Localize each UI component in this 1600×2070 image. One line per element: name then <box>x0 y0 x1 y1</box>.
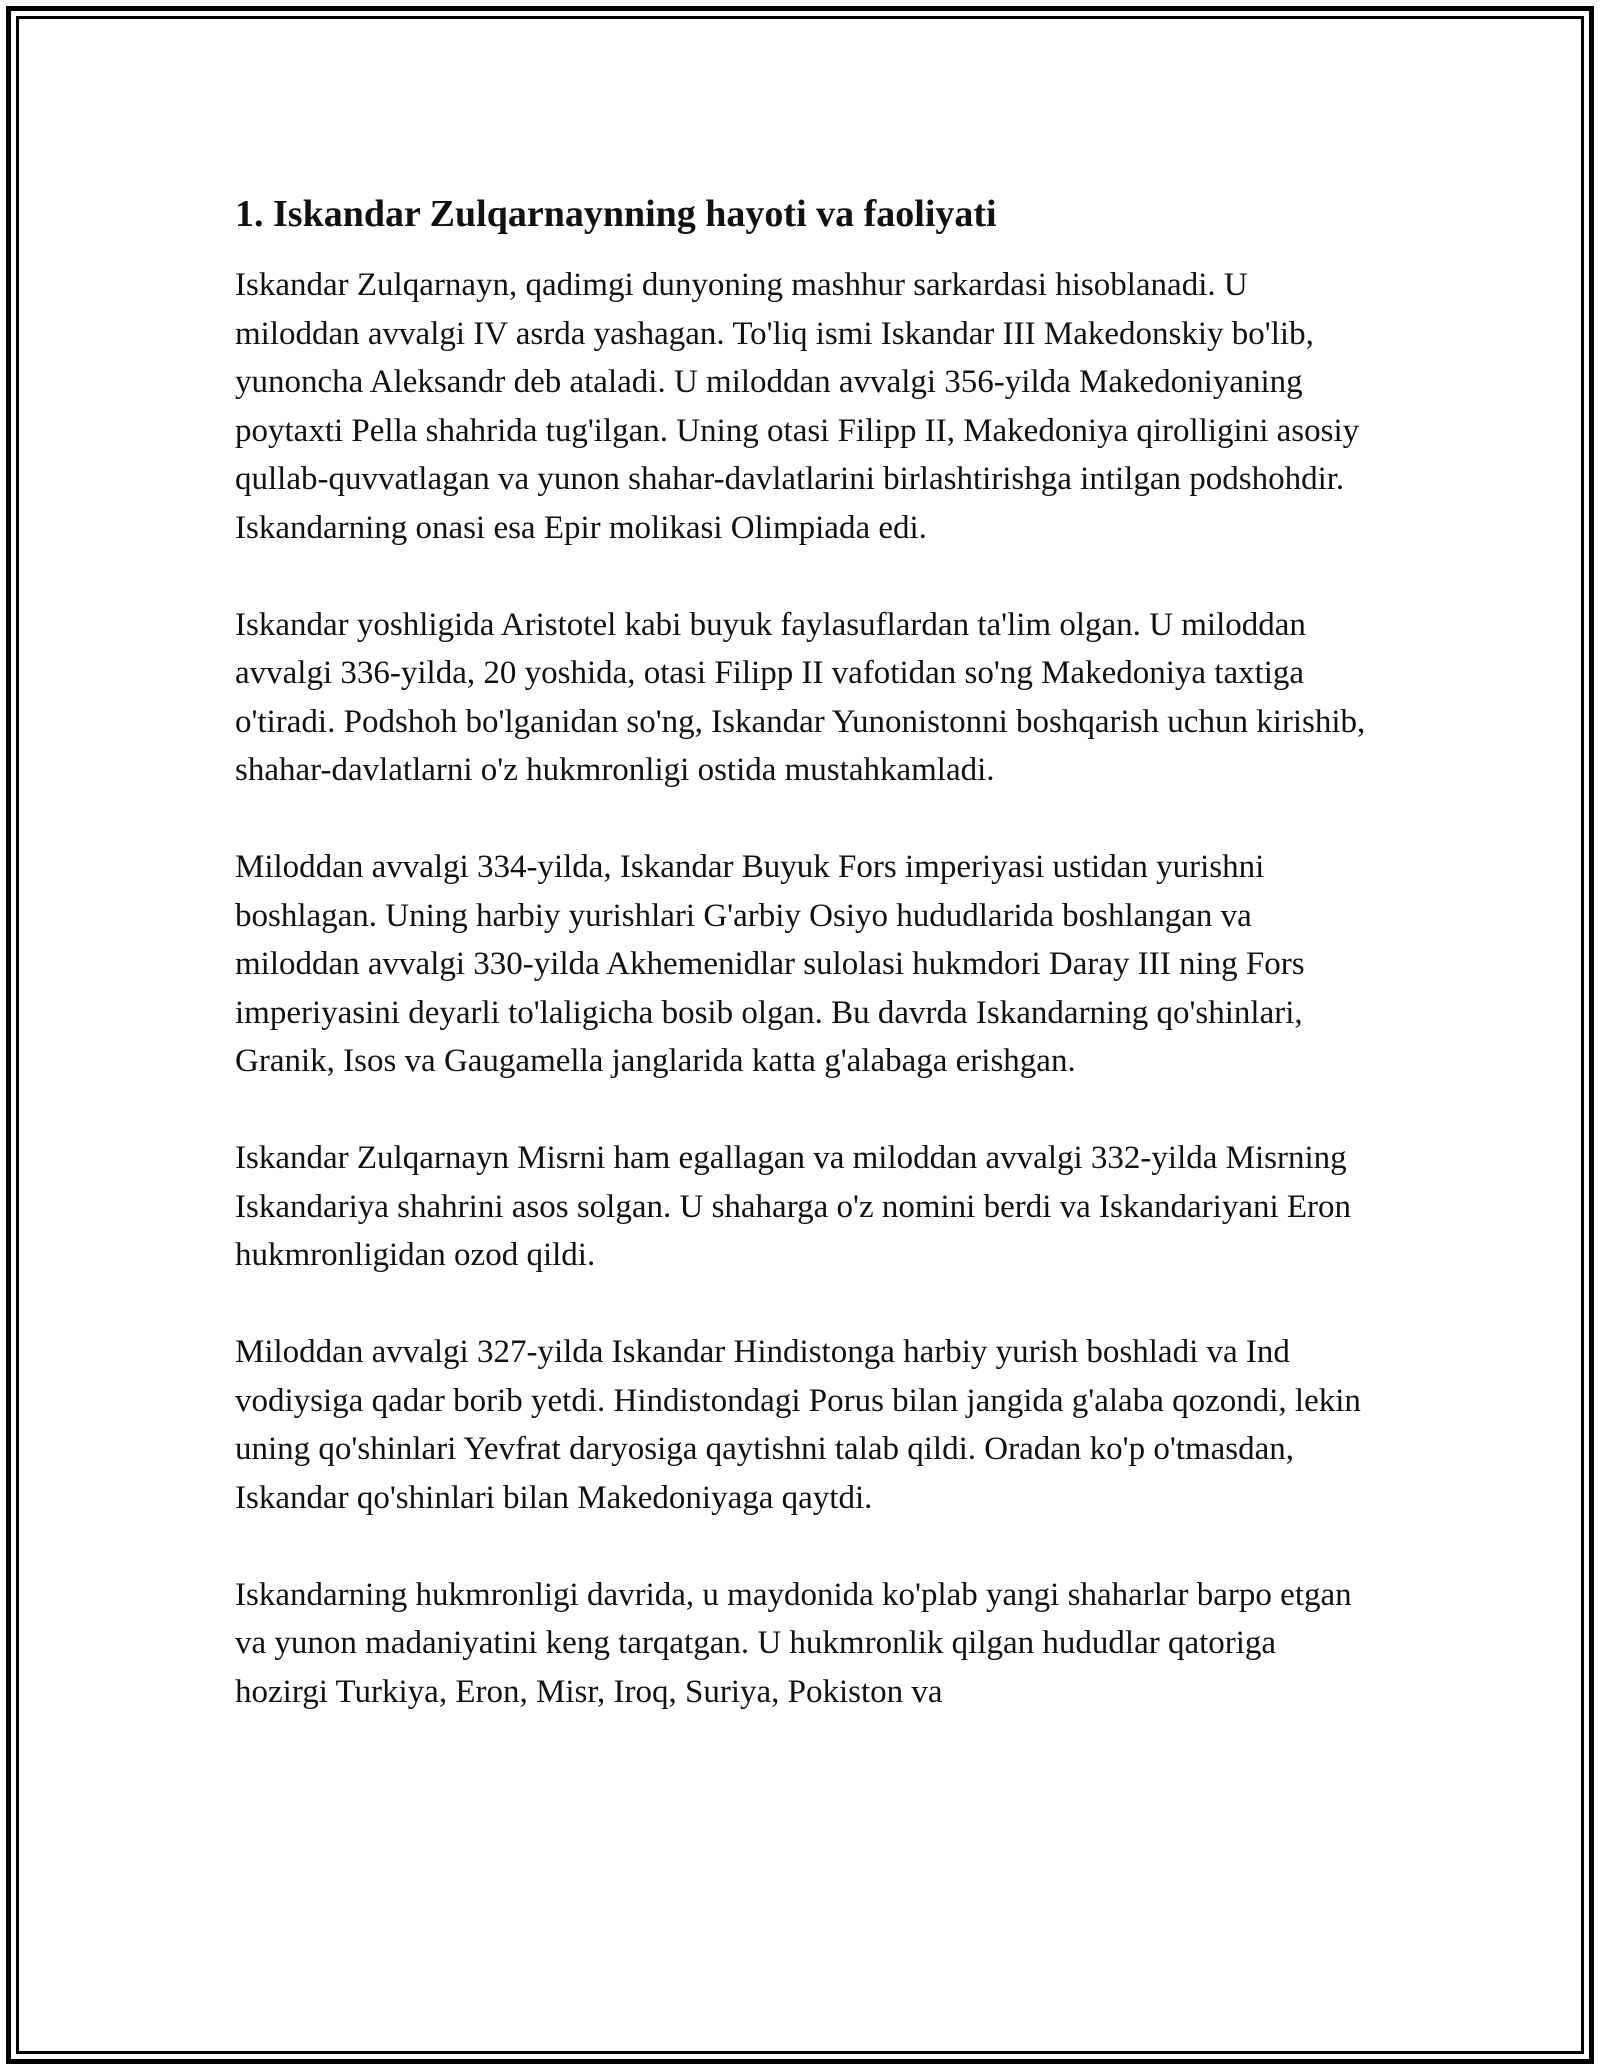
paragraph-5: Miloddan avvalgi 327-yilda Iskandar Hindistonga harbiy yurish boshladi va Ind vodiysiga qadar borib yetdi. Hindistondagi Porus bilan jangida g'alaba qozondi, lekin uning qo'shinlari Yevfrat daryosiga qaytishni talab qildi. Oradan ko'p o'tmasdan, Iskandar qo'shinlari bilan Makedoniyaga qaytdi. <box>235 1334 1361 1516</box>
section-heading: 1. Iskandar Zulqarnaynning hayoti va faoliyati <box>235 193 997 235</box>
paragraph-2: Iskandar yoshligida Aristotel kabi buyuk faylasuflardan ta'lim olgan. U miloddan avvalgi 336-yilda, 20 yoshida, otasi Filipp II vafotidan so'ng Makedoniya taxtiga o'tiradi. Podshoh bo'lganidan so'ng, Iskandar Yunonistonni boshqarish uchun kirishib, shahar-davlatlarni o'z hukmronligi ostida mustahkamladi. <box>235 606 1366 788</box>
paragraph-4: Iskandar Zulqarnayn Misrni ham egallagan va miloddan avvalgi 332-yilda Misrning Iskandariya shahrini asos solgan. U shaharga o'z nomini berdi va Iskandariyani Eron hukmronligidan ozod qildi. <box>235 1140 1352 1273</box>
document-body <box>235 188 1375 1765</box>
paragraph-6: Iskandarning hukmronligi davrida, u maydonida ko'plab yangi shaharlar barpo etgan va yunon madaniyatini keng tarqatgan. U hukmronlik qilgan hududlar qatoriga hozirgi Turkiya, Eron, Misr, Iroq, Suriya, Pokiston va <box>235 1576 1352 1710</box>
paragraph-3: Miloddan avvalgi 334-yilda, Iskandar Buyuk Fors imperiyasi ustidan yurishni boshlagan. Uning harbiy yurishlari G'arbiy Osiyo hududlarida boshlangan va miloddan avvalgi 330-yilda Akhemenidlar sulolasi hukmdori Daray III ning Fors imperiyasini deyarli to'laligicha bosib olgan. Bu davrda Iskandarning qo'shinlari, Granik, Isos va Gaugamella janglarida katta g'alabaga erishgan. <box>235 849 1305 1079</box>
paragraph-1: Iskandar Zulqarnayn, qadimgi dunyoning mashhur sarkardasi hisoblanadi. U miloddan avvalgi IV asrda yashagan. To'liq ismi Iskandar III Makedonskiy bo'lib, yunoncha Aleksandr deb ataladi. U miloddan avvalgi 356-yilda Makedoniyaning poytaxti Pella shahrida tug'ilgan. Uning otasi Filipp II, Makedoniya qirolligini asosiy qullab-quvvatlagan va yunon shahar-davlatlarini birlashtirishga intilgan podshohdir. Iskandarning onasi esa Epir molikasi Olimpiada edi. <box>235 267 1360 546</box>
